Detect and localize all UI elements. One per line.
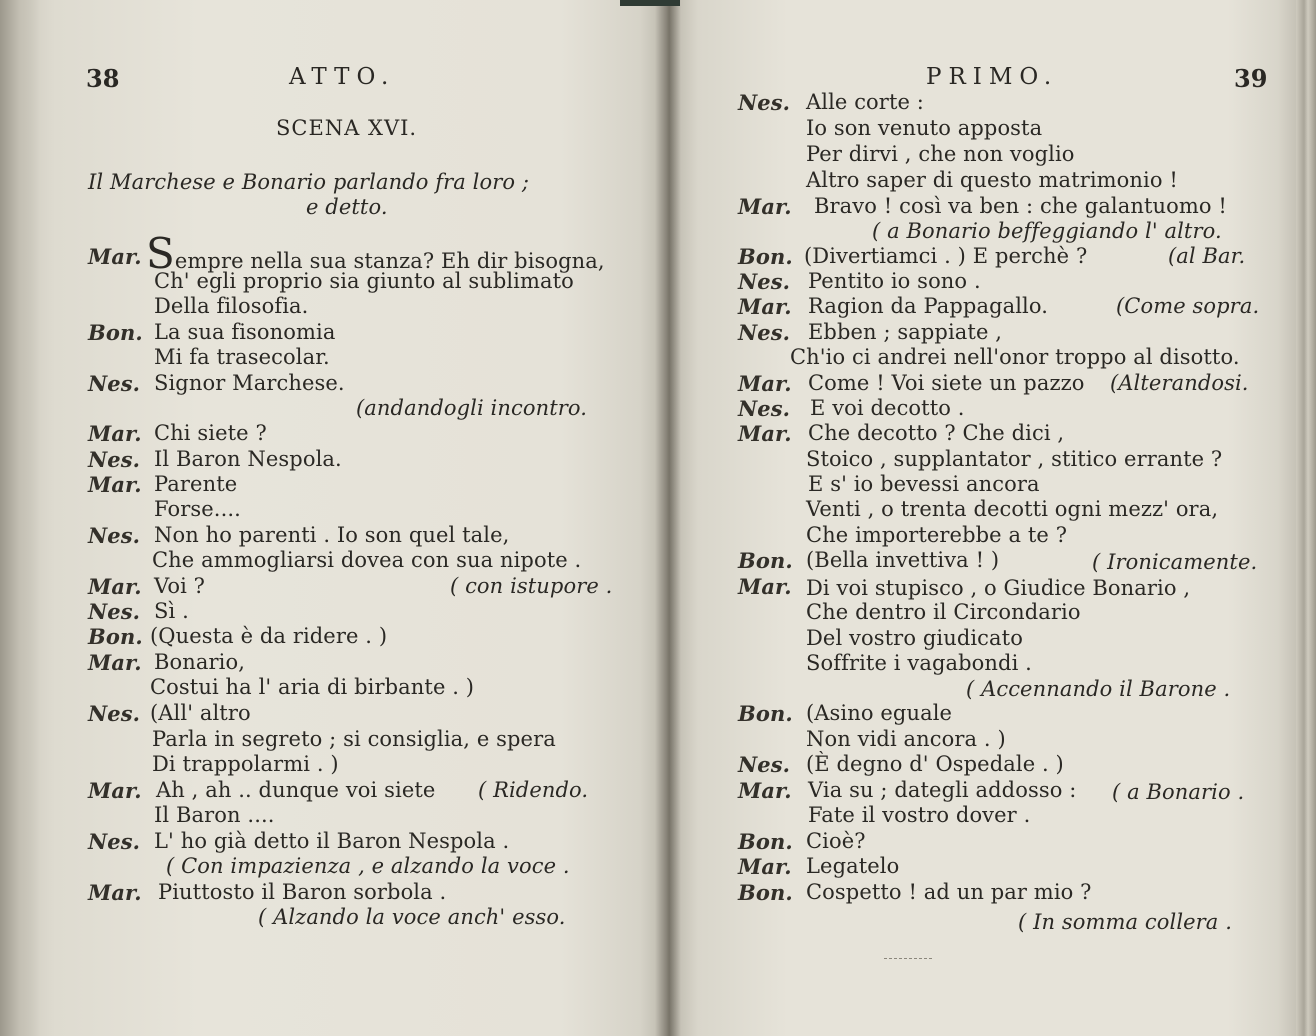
dialogue-line: Della filosofia. — [154, 294, 309, 318]
dialogue-line: Voi ? — [154, 574, 206, 598]
dialogue-line: Ah , ah .. dunque voi siete — [156, 778, 436, 802]
dialogue-line: Ch'io ci andrei nell'onor troppo al disotto. — [790, 345, 1240, 369]
speaker-label: Mar. — [88, 650, 142, 675]
speaker-label: Bon. — [738, 701, 793, 726]
scene-title: SCENA XVI. — [276, 116, 418, 140]
stage-note: ( con istupore . — [450, 574, 613, 598]
dialogue-line: Soffrite i vagabondi . — [806, 651, 1032, 675]
dialogue-line: Mi fa trasecolar. — [154, 345, 330, 369]
speaker-label: Mar. — [738, 574, 792, 599]
dialogue-line: Altro saper di questo matrimonio ! — [806, 168, 1178, 192]
dialogue-line: (Asino eguale — [806, 701, 953, 725]
stage-note: (Come sopra. — [1116, 294, 1260, 318]
speaker-label: Nes. — [88, 523, 141, 548]
stage-note: ( Ironicamente. — [1092, 550, 1258, 574]
stage-note: ( Ridendo. — [478, 778, 589, 802]
stage-note: (Alterandosi. — [1110, 371, 1249, 395]
dialogue-line: (Bella invettiva ! ) — [806, 548, 1000, 572]
speaker-label: Nes. — [738, 396, 791, 421]
dialogue-line: La sua fisonomia — [154, 320, 336, 344]
dialogue-line: L' ho già detto il Baron Nespola . — [154, 829, 510, 853]
stage-direction-line-2: e detto. — [306, 195, 388, 219]
dialogue-line: Parla in segreto ; si consiglia, e spera — [152, 727, 556, 751]
stage-note: ( Con impazienza , e alzando la voce . — [166, 854, 570, 878]
speaker-label: Mar. — [738, 778, 792, 803]
dialogue-line: Alle corte : — [806, 90, 924, 114]
end-rule — [884, 958, 932, 959]
speaker-label: Nes. — [738, 90, 791, 115]
dialogue-line: Come ! Voi siete un pazzo — [808, 371, 1085, 395]
speaker-label: Mar. — [88, 574, 142, 599]
stage-note: (andandogli incontro. — [356, 396, 588, 420]
dialogue-line: Che ammogliarsi dovea con sua nipote . — [152, 548, 582, 572]
speaker-label: Mar. — [88, 880, 142, 905]
dialogue-line: Costui ha l' aria di birbante . ) — [150, 675, 475, 699]
dialogue-line: Bonario, — [154, 650, 245, 674]
left-running-header: ATTO. — [289, 64, 396, 90]
dialogue-line: Ebben ; sappiate , — [808, 320, 1003, 344]
stage-direction-line-1: Il Marchese e Bonario parlando fra loro ; — [88, 170, 530, 194]
speaker-label: Mar. — [738, 194, 792, 219]
dialogue-line: (Divertiamci . ) E perchè ? — [804, 244, 1088, 268]
dialogue-line: Cospetto ! ad un par mio ? — [806, 880, 1092, 904]
speaker-label: Mar. — [88, 472, 142, 497]
speaker-label: Bon. — [738, 829, 793, 854]
speaker-label: Nes. — [738, 320, 791, 345]
stage-note: ( Alzando la voce anch' esso. — [258, 905, 566, 929]
stage-note: ( Accennando il Barone . — [966, 677, 1231, 701]
dialogue-line: Forse.... — [154, 497, 241, 521]
speaker-label: Mar. — [738, 421, 792, 446]
dialogue-line: Via su ; dategli addosso : — [808, 778, 1077, 802]
dialogue-line: Sì . — [154, 599, 189, 623]
speaker-label: Nes. — [88, 371, 141, 396]
dialogue-line: Bravo ! così va ben : che galantuomo ! — [814, 194, 1227, 218]
dialogue-line: (All' altro — [150, 701, 251, 725]
speaker-label: Bon. — [738, 548, 793, 573]
book-spine — [620, 0, 680, 6]
speaker-label: Mar. — [88, 778, 142, 803]
dialogue-line: Pentito io sono . — [808, 269, 981, 293]
dialogue-line: E s' io bevessi ancora — [808, 472, 1040, 496]
stage-note: (al Bar. — [1168, 244, 1246, 268]
speaker-label: Nes. — [88, 447, 141, 472]
dialogue-line: Di trappolarmi . ) — [152, 752, 339, 776]
dialogue-line: Di voi stupisco , o Giudice Bonario , — [806, 576, 1191, 600]
dialogue-line: Ch' egli proprio sia giunto al sublimato — [154, 269, 574, 293]
dialogue-line: Che importerebbe a te ? — [806, 523, 1068, 547]
dialogue-line: Signor Marchese. — [154, 371, 345, 395]
speaker-label: Nes. — [88, 599, 141, 624]
stage-note: ( a Bonario beffeggiando l' altro. — [872, 219, 1222, 243]
dialogue-line: Per dirvi , che non voglio — [806, 142, 1075, 166]
right-page-edge — [1296, 0, 1316, 1036]
right-running-header: PRIMO. — [926, 64, 1059, 90]
dialogue-line: Il Baron Nespola. — [154, 447, 342, 471]
dialogue-line: Non vidi ancora . ) — [806, 727, 1006, 751]
dialogue-line: Parente — [154, 472, 238, 496]
speaker-label: Bon. — [738, 244, 793, 269]
speaker-label: Nes. — [738, 269, 791, 294]
speaker-label: Mar. — [738, 371, 792, 396]
dialogue-line-remainder: empre nella sua stanza? Eh dir bisogna, — [174, 249, 605, 273]
left-page-number: 38 — [86, 64, 120, 93]
dialogue-line: Del vostro giudicato — [806, 626, 1023, 650]
left-page-edge — [0, 0, 40, 1036]
dialogue-line: Cioè? — [806, 829, 866, 853]
drop-cap-s: S — [146, 229, 175, 278]
dialogue-line: Venti , o trenta decotti ogni mezz' ora, — [806, 497, 1219, 521]
speaker-label: Mar. — [88, 421, 142, 446]
speaker-label: Bon. — [88, 624, 143, 649]
speaker-label: Nes. — [738, 752, 791, 777]
speaker-label: Nes. — [88, 701, 141, 726]
stage-note: ( a Bonario . — [1112, 780, 1245, 804]
dialogue-line: (Questa è da ridere . ) — [150, 624, 388, 648]
dialogue-line: Non ho parenti . Io son quel tale, — [154, 523, 510, 547]
dialogue-line: E voi decotto . — [810, 396, 965, 420]
dialogue-line: Piuttosto il Baron sorbola . — [158, 880, 447, 904]
dialogue-line: Io son venuto apposta — [806, 116, 1043, 140]
right-page-number: 39 — [1234, 64, 1268, 93]
speaker-label: Bon. — [88, 320, 143, 345]
dialogue-line: Fate il vostro dover . — [808, 803, 1031, 827]
speaker-label: Bon. — [738, 880, 793, 905]
dialogue-line: (È degno d' Ospedale . ) — [806, 752, 1064, 776]
speaker-label: Mar. — [738, 294, 792, 319]
dialogue-line: Ragion da Pappagallo. — [808, 294, 1049, 318]
dialogue-line: Stoico , supplantator , stitico errante ? — [806, 447, 1223, 471]
dialogue-line: Legatelo — [806, 854, 900, 878]
dialogue-line: Che dentro il Circondario — [806, 600, 1081, 624]
speaker-label: Nes. — [88, 829, 141, 854]
stage-note: ( In somma collera . — [1018, 910, 1232, 934]
book-gutter — [655, 0, 681, 1036]
speaker-label: Mar. — [738, 854, 792, 879]
dialogue-line: Che decotto ? Che dici , — [808, 421, 1065, 445]
dialogue-line: Il Baron .... — [154, 803, 275, 827]
dialogue-line: Chi siete ? — [154, 421, 267, 445]
speaker-label: Mar. — [88, 244, 142, 269]
